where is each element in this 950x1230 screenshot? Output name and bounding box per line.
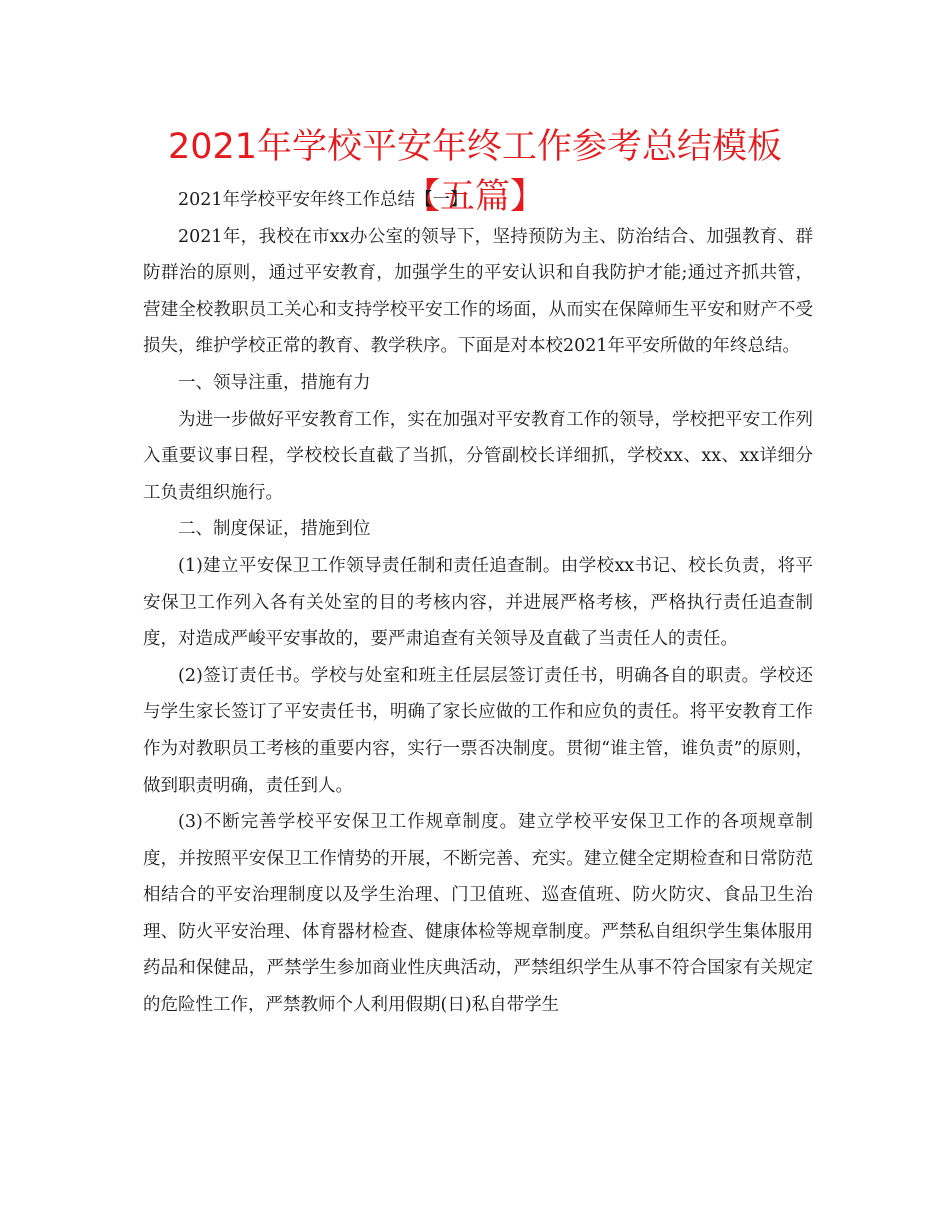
document-body: [143, 182, 813, 1024]
paragraph: (1)建立平安保卫工作领导责任制和责任追查制。由学校xx书记、校长负责，将平安保卫工作列入各有关处室的目的考核内容，并进展严格考核，严格执行责任追查制度，对造成严峻平安事故的，要严肃追查有关领导及直截了当责任人的责任。: [143, 555, 813, 650]
section-heading: 二、制度保证，措施到位: [178, 519, 371, 540]
paragraph: 2021年，我校在市xx办公室的领导下，坚持预防为主、防治结合、加强教育、群防群治的原则，通过平安教育，加强学生的平安认识和自我防护才能;通过齐抓共管，营建全校教职员工关心和支持学校平安工作的场面，从而实在保障师生平安和财产不受损失，维护学校正常的教育、教学秩序。下面是对本校2021年平安所做的年终总结。: [143, 226, 813, 357]
document-title: 2021年学校平安年终工作参考总结模板【五篇】: [167, 127, 783, 217]
section-heading: 一、领导注重，措施有力: [178, 372, 371, 393]
paragraph: (2)签订责任书。学校与处室和班主任层层签订责任书，明确各自的职责。学校还与学生家长签订了平安责任书，明确了家长应做的工作和应负的责任。将平安教育工作作为对教职员工考核的重要内容，实行一票否决制度。贯彻“谁主管，谁负责”的原则，做到职责明确，责任到人。: [143, 665, 813, 796]
section-heading: 2021年学校平安年终工作总结【一】: [178, 190, 468, 210]
paragraph: (3)不断完善学校平安保卫工作规章制度。建立学校平安保卫工作的各项规章制度，并按照平安保卫工作情势的开展，不断完善、充实。建立健全定期检查和日常防范相结合的平安治理制度以及学生治理、门卫值班、巡查值班、防火防灾、食品卫生治理、防火平安治理、体育器材检查、健康体检等规章制度。严禁私自组织学生集体服用药品和保健品，严禁学生参加商业性庆典活动，严禁组织学生从事不符合国家有关规定的危险性工作，严禁教师个人利用假期(日)私自带学生: [143, 812, 813, 1016]
paragraph: 为进一步做好平安教育工作，实在加强对平安教育工作的领导，学校把平安工作列入重要议事日程，学校校长直截了当抓，分管副校长详细抓，学校xx、xx、xx详细分工负责组织施行。: [143, 409, 813, 503]
